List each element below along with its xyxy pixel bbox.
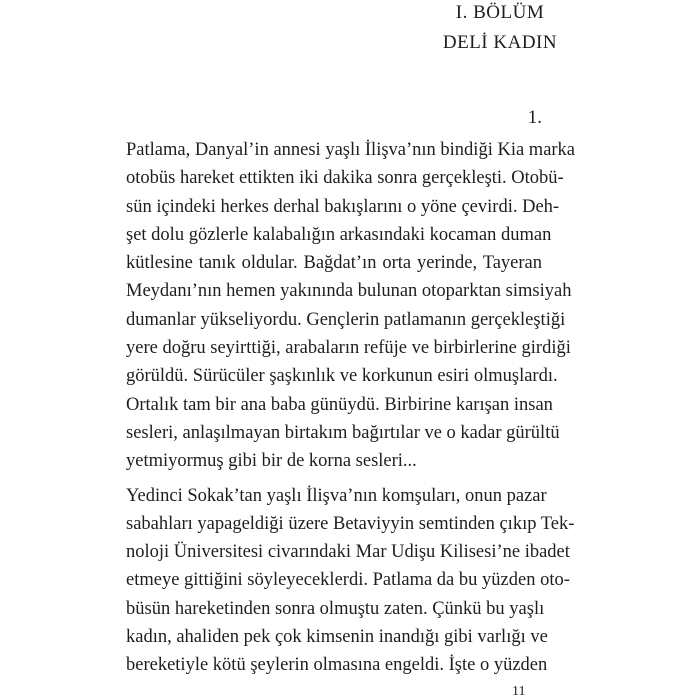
page-number: 11 (512, 684, 526, 699)
text-line: şet dolu gözlerle kalabalığın arkasındaki kocaman duman (126, 224, 552, 245)
paragraph-2 (126, 482, 575, 680)
text-line: sün içindeki herkes derhal bakışlarını o yöne çevirdi. Deh- (126, 196, 560, 217)
text-line: Yedinci Sokak’tan yaşlı İlişva’nın komşuları, onun pazar (126, 485, 547, 506)
text-line: kadın, ahaliden pek çok kimsenin inandığı gibi varlığı ve (126, 627, 548, 648)
paragraph-1 (126, 136, 576, 476)
body-text (126, 136, 576, 680)
section-number: 1. (527, 107, 542, 128)
text-line: sabahları yapageldiği üzere Betaviyyin semtinden çıkıp Tek- (126, 513, 575, 534)
text-line: sesleri, anlaşılmayan birtakım bağırtılar ve o kadar gürültü (126, 422, 560, 443)
text-line: yetmiyormuş gibi bir de korna sesleri... (126, 451, 417, 472)
text-line: kütlesine tanık oldular. Bağdat’ın orta yerinde, Tayeran (126, 253, 542, 274)
text-line: dumanlar yükseliyordu. Gençlerin patlamanın gerçekleştiği (126, 309, 566, 330)
text-line: noloji Üniversitesi civarındaki Mar Udişu Kilisesi’ne ibadet (126, 542, 570, 563)
part-heading: I. BÖLÜM (455, 2, 545, 23)
text-line: otobüs hareket ettikten iki dakika sonra gerçekleşti. Otobü- (126, 168, 564, 189)
text-line: büsün hareketinden sonra olmuştu zaten. Çünkü bu yaşlı (126, 598, 545, 619)
text-line: Meydanı’nın hemen yakınında bulunan otoparktan simsiyah (126, 281, 572, 302)
text-line: Patlama, Danyal’in annesi yaşlı İlişva’nın bindiği Kia marka (126, 140, 576, 160)
text-line: bereketiyle kötü şeylerin olmasına engeldi. İşte o yüzden (126, 655, 548, 676)
text-line: yere doğru seyirttiği, arabaların refüje ve birbirlerine girdiği (126, 338, 571, 359)
text-line: görüldü. Sürücüler şaşkınlık ve korkunun esiri olmuşlardı. (126, 366, 558, 387)
text-line: Ortalık tam bir ana baba günüydü. Birbirine karışan insan (126, 394, 553, 415)
text-line: etmeye gittiğini söyleyeceklerdi. Patlama da bu yüzden oto- (126, 570, 570, 591)
chapter-title: DELİ KADIN (442, 32, 558, 53)
